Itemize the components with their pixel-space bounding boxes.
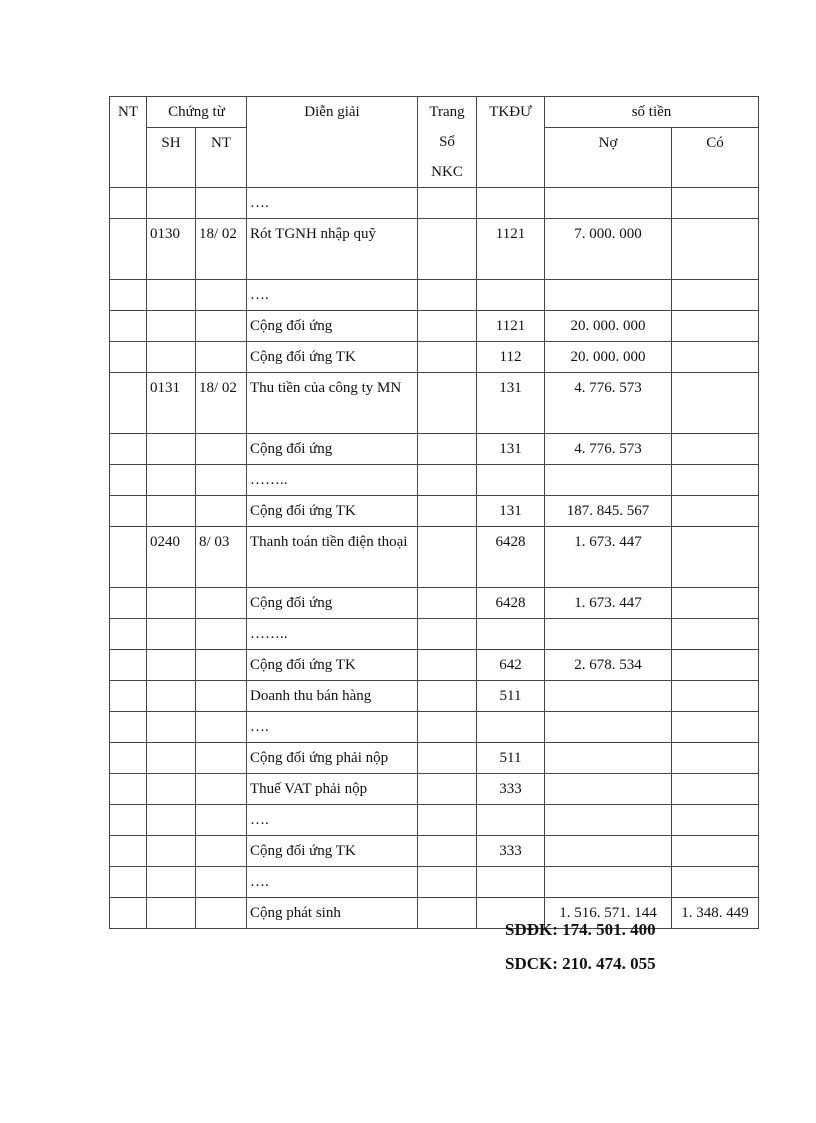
cell-credit [672, 188, 759, 219]
cell-date [196, 774, 247, 805]
cell-tkdu [477, 465, 545, 496]
table-row [110, 681, 759, 712]
cell-date [196, 496, 247, 527]
cell-debit [545, 712, 672, 743]
cell-debit [545, 681, 672, 712]
cell-description: …….. [247, 465, 418, 496]
cell-trang-so [418, 496, 477, 527]
cell-trang-so [418, 219, 477, 280]
cell-trang-so [418, 588, 477, 619]
trang-label: Trang [429, 104, 465, 120]
cell-credit: 1. 348. 449 [672, 898, 759, 929]
cell-trang-so [418, 373, 477, 434]
cell-date [196, 836, 247, 867]
col-header-sh: SH [147, 128, 196, 188]
cell-date [196, 898, 247, 929]
cell-description: Cộng đối ứng [247, 434, 418, 465]
table-row [110, 650, 759, 681]
cell-nt [110, 588, 147, 619]
col-header-co: Có [672, 128, 759, 188]
cell-description: …. [247, 867, 418, 898]
cell-sh [147, 650, 196, 681]
cell-credit [672, 465, 759, 496]
table-row [110, 774, 759, 805]
cell-debit: 187. 845. 567 [545, 496, 672, 527]
cell-tkdu: 1121 [477, 219, 545, 280]
cell-description: Rót TGNH nhập quỹ [247, 219, 418, 280]
cell-nt [110, 188, 147, 219]
cell-nt [110, 373, 147, 434]
cell-debit [545, 188, 672, 219]
cell-credit [672, 619, 759, 650]
cell-description: …. [247, 280, 418, 311]
cell-tkdu: 1121 [477, 311, 545, 342]
col-header-trang-so-nkc [418, 97, 477, 188]
cell-nt [110, 219, 147, 280]
nkc-label: NKC [431, 164, 463, 180]
cell-trang-so [418, 681, 477, 712]
cell-debit: 1. 673. 447 [545, 527, 672, 588]
cell-date [196, 434, 247, 465]
cell-nt [110, 867, 147, 898]
cell-credit [672, 373, 759, 434]
col-header-no: Nợ [545, 128, 672, 188]
cell-tkdu [477, 712, 545, 743]
cell-credit [672, 712, 759, 743]
col-header-nt: NT [110, 97, 147, 188]
cell-tkdu [477, 867, 545, 898]
cell-sh [147, 712, 196, 743]
cell-debit: 4. 776. 573 [545, 434, 672, 465]
cell-date: 18/ 02 [196, 219, 247, 280]
col-header-nt-sub: NT [196, 128, 247, 188]
sddk-label: SDĐK: 174. 501. 400 [505, 920, 656, 939]
cell-nt [110, 280, 147, 311]
table-row [110, 743, 759, 774]
cell-credit [672, 805, 759, 836]
table-row [110, 280, 759, 311]
cell-nt [110, 311, 147, 342]
cell-nt [110, 434, 147, 465]
table-row [110, 712, 759, 743]
cell-tkdu: 642 [477, 650, 545, 681]
cell-sh [147, 496, 196, 527]
cell-debit [545, 619, 672, 650]
cell-sh [147, 280, 196, 311]
cell-tkdu: 131 [477, 373, 545, 434]
cell-debit [545, 743, 672, 774]
cell-sh: 0131 [147, 373, 196, 434]
cell-sh [147, 774, 196, 805]
cell-description: Cộng đối ứng TK [247, 496, 418, 527]
cell-nt [110, 527, 147, 588]
table-row [110, 867, 759, 898]
cell-description: Cộng đối ứng TK [247, 342, 418, 373]
cell-nt [110, 681, 147, 712]
cell-trang-so [418, 650, 477, 681]
cell-date [196, 619, 247, 650]
cell-trang-so [418, 619, 477, 650]
cell-trang-so [418, 465, 477, 496]
cell-credit [672, 219, 759, 280]
cell-credit [672, 774, 759, 805]
cell-trang-so [418, 434, 477, 465]
cell-credit [672, 867, 759, 898]
cell-tkdu: 131 [477, 496, 545, 527]
cell-sh [147, 836, 196, 867]
cell-sh: 0130 [147, 219, 196, 280]
cell-nt [110, 836, 147, 867]
cell-credit [672, 311, 759, 342]
cell-date [196, 743, 247, 774]
cell-tkdu: 511 [477, 681, 545, 712]
cell-nt [110, 619, 147, 650]
cell-trang-so [418, 836, 477, 867]
table-row [110, 805, 759, 836]
cell-credit [672, 342, 759, 373]
table-row [110, 836, 759, 867]
cell-date [196, 681, 247, 712]
cell-credit [672, 836, 759, 867]
cell-date [196, 311, 247, 342]
cell-date [196, 588, 247, 619]
cell-nt [110, 898, 147, 929]
cell-description: Thuế VAT phải nộp [247, 774, 418, 805]
table-row [110, 219, 759, 280]
cell-credit [672, 588, 759, 619]
cell-sh [147, 342, 196, 373]
cell-description: Cộng đối ứng TK [247, 836, 418, 867]
cell-description: Cộng đối ứng [247, 588, 418, 619]
cell-tkdu [477, 619, 545, 650]
cell-tkdu: 333 [477, 836, 545, 867]
cell-trang-so [418, 188, 477, 219]
cell-trang-so [418, 743, 477, 774]
cell-description: Cộng đối ứng TK [247, 650, 418, 681]
cell-debit: 20. 000. 000 [545, 311, 672, 342]
cell-tkdu [477, 188, 545, 219]
cell-trang-so [418, 867, 477, 898]
table-row [110, 898, 759, 929]
cell-date: 18/ 02 [196, 373, 247, 434]
cell-debit [545, 805, 672, 836]
cell-nt [110, 496, 147, 527]
cell-debit [545, 836, 672, 867]
cell-trang-so [418, 898, 477, 929]
cell-sh [147, 681, 196, 712]
cell-credit [672, 681, 759, 712]
cell-debit: 1. 673. 447 [545, 588, 672, 619]
cell-description: …. [247, 712, 418, 743]
cell-trang-so [418, 311, 477, 342]
cell-nt [110, 774, 147, 805]
cell-tkdu: 131 [477, 434, 545, 465]
cell-sh [147, 188, 196, 219]
cell-sh [147, 805, 196, 836]
ledger-body [110, 188, 759, 929]
cell-tkdu: 6428 [477, 588, 545, 619]
col-header-chung-tu: Chứng từ [147, 97, 247, 128]
cell-description: …. [247, 805, 418, 836]
cell-trang-so [418, 280, 477, 311]
cell-tkdu: 112 [477, 342, 545, 373]
cell-nt [110, 342, 147, 373]
cell-tkdu: 511 [477, 743, 545, 774]
table-row [110, 588, 759, 619]
cell-date [196, 712, 247, 743]
cell-debit: 2. 678. 534 [545, 650, 672, 681]
cell-sh: 0240 [147, 527, 196, 588]
cell-nt [110, 805, 147, 836]
table-row [110, 527, 759, 588]
cell-nt [110, 465, 147, 496]
cell-debit: 1. 516. 571. 144 [545, 898, 672, 929]
cell-credit [672, 496, 759, 527]
cell-credit [672, 650, 759, 681]
cell-sh [147, 867, 196, 898]
cell-debit [545, 280, 672, 311]
cell-sh [147, 898, 196, 929]
cell-tkdu: 333 [477, 774, 545, 805]
cell-debit [545, 465, 672, 496]
cell-description: Thu tiền của công ty MN [247, 373, 418, 434]
col-header-so-tien: số tiền [545, 97, 759, 128]
cell-description: Cộng phát sinh [247, 898, 418, 929]
table-row [110, 434, 759, 465]
cell-sh [147, 743, 196, 774]
cell-trang-so [418, 805, 477, 836]
table-row [110, 373, 759, 434]
table-row [110, 342, 759, 373]
cell-nt [110, 650, 147, 681]
cell-description: Doanh thu bán hàng [247, 681, 418, 712]
cell-date [196, 465, 247, 496]
cell-date [196, 280, 247, 311]
cell-date [196, 188, 247, 219]
cell-description: Thanh toán tiền điện thoại [247, 527, 418, 588]
cell-description: Cộng đối ứng [247, 311, 418, 342]
cell-trang-so [418, 774, 477, 805]
table-row [110, 465, 759, 496]
cell-nt [110, 743, 147, 774]
cell-debit: 7. 000. 000 [545, 219, 672, 280]
cell-sh [147, 619, 196, 650]
col-header-dien-giai: Diễn giải [247, 97, 418, 188]
table-row [110, 311, 759, 342]
cell-debit: 20. 000. 000 [545, 342, 672, 373]
cell-debit [545, 774, 672, 805]
cell-tkdu [477, 805, 545, 836]
cell-tkdu: 6428 [477, 527, 545, 588]
cell-date [196, 867, 247, 898]
cell-description: …. [247, 188, 418, 219]
cell-sh [147, 465, 196, 496]
cell-sh [147, 311, 196, 342]
cell-date [196, 805, 247, 836]
so-label: Sổ [439, 134, 455, 150]
cell-credit [672, 527, 759, 588]
table-row [110, 188, 759, 219]
cell-date [196, 650, 247, 681]
cell-credit [672, 434, 759, 465]
cell-sh [147, 434, 196, 465]
ledger-table [109, 96, 759, 929]
cell-credit [672, 743, 759, 774]
cell-date: 8/ 03 [196, 527, 247, 588]
cell-trang-so [418, 342, 477, 373]
cell-nt [110, 712, 147, 743]
cell-trang-so [418, 712, 477, 743]
cell-description: Cộng đối ứng phải nộp [247, 743, 418, 774]
cell-trang-so [418, 527, 477, 588]
sdck-label: SDCK: 210. 474. 055 [505, 954, 656, 973]
cell-debit: 4. 776. 573 [545, 373, 672, 434]
cell-debit [545, 867, 672, 898]
cell-date [196, 342, 247, 373]
cell-credit [672, 280, 759, 311]
cell-tkdu [477, 280, 545, 311]
col-header-tkdu: TKĐƯ [477, 97, 545, 188]
cell-sh [147, 588, 196, 619]
table-row [110, 496, 759, 527]
table-row [110, 619, 759, 650]
cell-description: …….. [247, 619, 418, 650]
